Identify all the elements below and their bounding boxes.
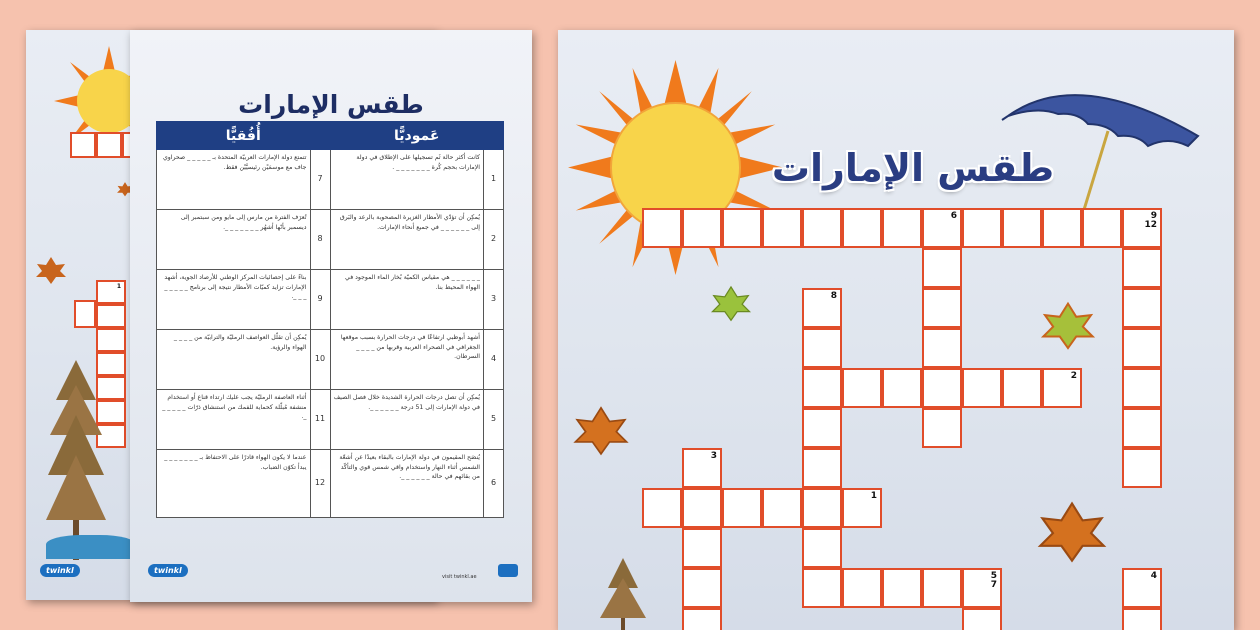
page-title: طقس الإمارات <box>238 90 424 119</box>
grid-cell[interactable] <box>802 328 842 368</box>
leaf-icon <box>710 282 752 324</box>
grid-cell[interactable]: 8 <box>802 288 842 328</box>
clue-worksheet <box>130 30 532 602</box>
footer-url: visit twinkl.ae <box>442 574 477 580</box>
grid-cell[interactable] <box>682 568 722 608</box>
back-worksheet: 1 twinkl <box>26 30 436 600</box>
grid-cell[interactable]: 9 12 <box>1122 208 1162 248</box>
grid-cell[interactable] <box>1122 448 1162 488</box>
grid-cell[interactable] <box>682 528 722 568</box>
grid-cell[interactable] <box>842 208 882 248</box>
grid-cell[interactable] <box>802 448 842 488</box>
grid-cell[interactable] <box>762 488 802 528</box>
grid-cell[interactable]: 1 <box>842 488 882 528</box>
footer-badge <box>498 564 518 577</box>
grid-cell[interactable] <box>802 528 842 568</box>
grid-cell[interactable] <box>1002 368 1042 408</box>
grid-cell[interactable] <box>682 488 722 528</box>
grid-cell[interactable] <box>642 208 682 248</box>
grid-cell[interactable] <box>762 208 802 248</box>
table-row: 1 كانت أكثر حالة ثَم تسجيلها على الإطلاق في دولة الإمارات بحجم كُرة _ _ _ _ _ _ _ . 7 تتمتع دولة الإمارات العربيّة المتحدة بـ _ _ _ _ _ صحراوي جاف مع موسمَيْن رئيسيَّيْن فقط. <box>157 150 504 210</box>
twinkl-logo: twinkl <box>148 564 188 577</box>
grid-cell[interactable] <box>922 568 962 608</box>
grid-cell[interactable]: 2 <box>1042 368 1082 408</box>
tree-icon <box>598 558 648 630</box>
grid-cell[interactable] <box>642 488 682 528</box>
table-row: 2 يُمكِن أن تؤدّي الأمطار الغزيرة المصحوبة بالرعد والبَرق إلى _ _ _ _ _ _ في جميع أنحاء الإمارات. 8 تُعرَف الفترة من مارس إلى مايو ومن سبتمبر إلى ديسمبر بأنّها أشهُر _ _ _ _ _ _ _. <box>157 210 504 270</box>
twinkl-logo: twinkl <box>40 564 80 577</box>
grid-cell[interactable] <box>1122 408 1162 448</box>
across-header: أُفُقيًّا <box>157 122 331 150</box>
grid-cell[interactable] <box>722 208 762 248</box>
clue-table <box>156 121 504 518</box>
table-row: 4 أشهد أبوظبي ارتفاعًا في درجات الحرارة بسبب موقعها الجغرافي في الصحراء العربية وقربها من _ _ _ _ السرطان. 10 يُمكِن أن تقلّل العواصف الرمليّة والترابيّة من _ _ _ _ الهواء والرؤية. <box>157 330 504 390</box>
grid-cell[interactable]: 3 <box>682 448 722 488</box>
grid-cell[interactable] <box>1122 248 1162 288</box>
grid-cell[interactable] <box>802 208 842 248</box>
leaf-icon <box>572 402 630 458</box>
grid-cell[interactable] <box>722 488 762 528</box>
water-scene <box>46 535 136 559</box>
grid-cell[interactable] <box>1122 288 1162 328</box>
table-row: 5 يُمكِن أن تصل درجات الحرارة الشديدة خلال فصل الصيف في دولة الإمارات إلى 51 درجة _ _ _ _ _ _. 11 أثناء العاصفة الرمليّة يجب عليك ارتداء قناع أو استخدام منشفة مُبلّلة كحماية للفمك من استنشاق ذرّات _ _ _ _ _ _. <box>157 390 504 450</box>
grid-cell[interactable] <box>842 568 882 608</box>
grid-cell[interactable] <box>962 368 1002 408</box>
grid-cell[interactable] <box>1122 368 1162 408</box>
grid-cell[interactable] <box>802 568 842 608</box>
grid-cell[interactable] <box>1122 328 1162 368</box>
grid-cell[interactable] <box>1042 208 1082 248</box>
table-row: 3 _ _ _ _ _ _ هي مقياس الكميّة بُخار الماء الموجود في الهواء المحيط بنا. 9 بناءً على إحصائيات المركز الوطني للأرصاد الجوية، أشهد الإمارات تزايد كميّات الأمطار نتيجة إلى برنامج _ _ _ _ _ _ _ _. <box>157 270 504 330</box>
crossword-worksheet <box>558 30 1234 630</box>
grid-cell[interactable] <box>922 248 962 288</box>
grid-cell[interactable] <box>922 408 962 448</box>
grid-cell[interactable] <box>1122 608 1162 630</box>
grid-cell[interactable] <box>1002 208 1042 248</box>
grid-cell[interactable] <box>682 608 722 630</box>
grid-cell[interactable] <box>962 208 1002 248</box>
grid-cell[interactable] <box>922 288 962 328</box>
crossword-title: طقس الإمارات <box>771 146 1055 190</box>
grid-cell[interactable] <box>882 368 922 408</box>
grid-cell[interactable] <box>882 208 922 248</box>
grid-cell[interactable] <box>882 568 922 608</box>
grid-cell[interactable] <box>842 368 882 408</box>
grid-cell[interactable] <box>682 208 722 248</box>
grid-cell[interactable] <box>962 608 1002 630</box>
grid-cell[interactable] <box>802 368 842 408</box>
grid-cell[interactable]: 4 <box>1122 568 1162 608</box>
grid-cell[interactable]: 6 <box>922 208 962 248</box>
grid-cell[interactable] <box>922 328 962 368</box>
grid-cell[interactable]: 5 7 <box>962 568 1002 608</box>
tree-icon <box>46 360 106 560</box>
leaf-icon <box>34 255 68 285</box>
table-row: 6 يُنصَح المقيمون في دولة الإمارات بالبقاء بعيدًا عن أشعّة الشمس أثناء النهار واستخدام واقي شمس قوي والتأكّد من بقائهم في حالة _ _ _ _ _ _. 12 عندما لا يكون الهواء قادرًا على الاحتفاظ بـ _ _ _ _ _ _ _ يبدأ تكوّن الضباب. <box>157 450 504 518</box>
leaf-icon <box>1040 298 1096 352</box>
leaf-icon <box>1036 498 1108 564</box>
down-header: عَموديًّا <box>330 122 503 150</box>
grid-cell[interactable] <box>802 408 842 448</box>
grid-cell[interactable] <box>1082 208 1122 248</box>
grid-cell[interactable] <box>922 368 962 408</box>
grid-cell[interactable] <box>802 488 842 528</box>
